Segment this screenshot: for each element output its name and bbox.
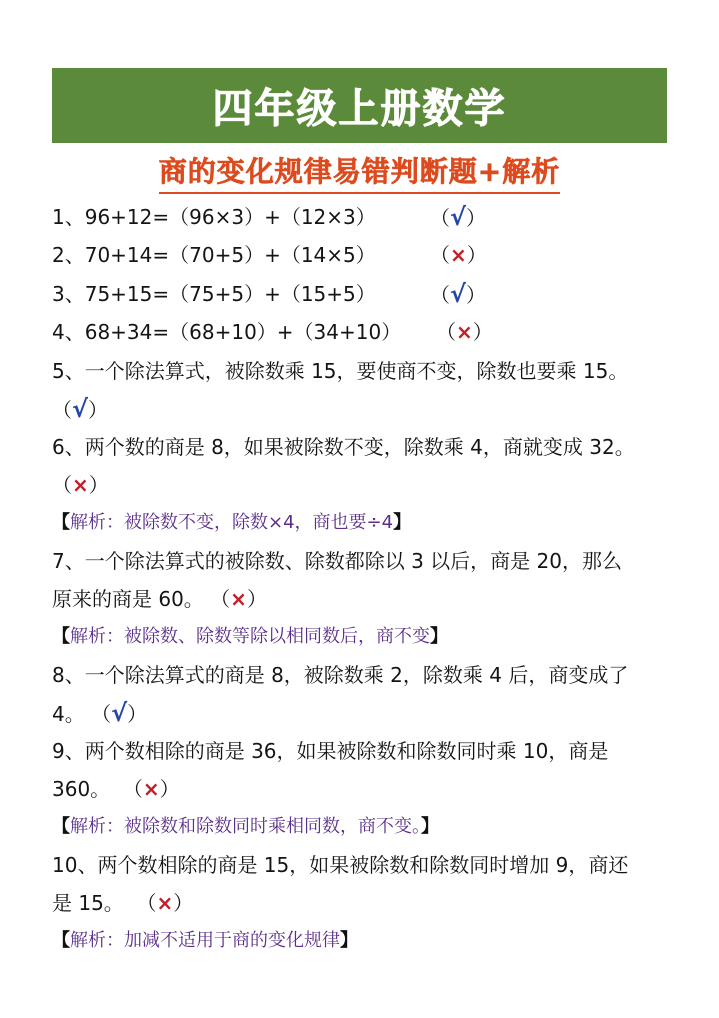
question-10-line2 [52,890,193,916]
answer-mark-2 [430,242,487,268]
question-1 [52,204,376,230]
question-text: 9、两个数相除的商是 36，如果被除数和除数同时乘 10，商是 [52,739,609,763]
answer-mark-6 [52,472,109,498]
question-2 [52,242,376,268]
analysis-text: 解析：被除数、除数等除以相同数后，商不变 [70,626,430,647]
question-text: 5、一个除法算式，被除数乘 15，要使商不变，除数也要乘 15。 [52,359,629,383]
question-7-line2 [52,586,267,612]
cross-mark-icon: × [230,587,247,611]
question-text: 8、一个除法算式的商是 8，被除数乘 2，除数乘 4 后，商变成了 [52,663,629,687]
cross-mark-icon: × [156,891,174,915]
question-6 [52,434,635,460]
answer-mark-5 [52,396,108,423]
paren-close: ） [466,283,487,307]
question-3 [52,281,376,307]
question-text: 原来的商是 60。 [52,587,204,611]
question-text: 4。 [52,702,85,726]
cross-mark-icon: × [72,473,89,497]
paren-open: （ [210,587,231,611]
bracket-close: 】 [430,626,448,647]
paren-close: ） [472,320,493,344]
paren-close: ） [466,206,487,230]
page-subtitle: 商的变化规律易错判断题+解析 [159,150,560,194]
bracket-open: 【 [52,626,70,647]
analysis-text: 解析：加减不适用于商的变化规律 [70,930,340,951]
check-mark-icon: √ [450,280,467,308]
question-5 [52,358,628,384]
title-banner [52,68,667,143]
paren-close: ） [246,587,267,611]
answer-mark-3 [430,281,486,308]
paren-close: ） [127,702,148,726]
paren-close: ） [159,777,180,801]
check-mark-icon: √ [72,395,89,423]
paren-open: （ [52,473,72,497]
paren-open: （ [122,777,143,801]
question-text: 10、两个数相除的商是 15，如果被除数和除数同时增加 9，商还 [52,853,629,877]
paren-open: （ [430,206,450,230]
question-10 [52,852,628,878]
question-text: 1、96+12=（96×3）+（12×3） [52,205,376,229]
analysis-text: 解析：被除数和除数同时乘相同数，商不变。 [70,816,421,837]
bracket-open: 【 [52,512,70,533]
bracket-open: 【 [52,816,70,837]
question-9-line2 [52,776,180,802]
paren-open: （ [136,891,157,915]
question-9 [52,738,608,764]
analysis-9 [52,814,439,840]
paren-open: （ [52,398,72,422]
cross-mark-icon: × [456,320,473,344]
paren-close: ） [88,473,109,497]
cross-mark-icon: × [142,777,160,801]
bracket-close: 】 [340,930,358,951]
paren-close: ） [466,243,487,267]
analysis-text: 解析：被除数不变，除数×4，商也要÷4 [70,512,394,533]
bracket-close: 】 [393,512,412,533]
cross-mark-icon: × [450,243,467,267]
check-mark-icon: √ [450,203,467,231]
question-7 [52,548,622,574]
paren-open: （ [430,283,450,307]
question-text: 6、两个数的商是 8，如果被除数不变，除数乘 4，商就变成 32。 [52,435,635,459]
bracket-open: 【 [52,930,70,951]
analysis-7 [52,624,448,650]
question-4 [52,319,401,345]
question-text: 3、75+15=（75+5）+（15+5） [52,282,376,306]
question-text: 4、68+34=（68+10）+（34+10） [52,320,402,344]
question-text: 360。 [52,777,111,801]
paren-close: ） [88,398,109,422]
question-8 [52,662,628,688]
question-text: 2、70+14=（70+5）+（14×5） [52,243,376,267]
page-title: 四年级上册数学 [212,86,507,132]
question-text: 是 15。 [52,891,124,915]
question-8-line2 [52,700,147,727]
paren-open: （ [430,243,450,267]
analysis-10 [52,928,358,954]
paren-open: （ [436,320,456,344]
subtitle-row [0,150,719,194]
analysis-6 [52,510,411,536]
answer-mark-1 [430,204,486,231]
check-mark-icon: √ [111,699,128,727]
paren-close: ） [173,891,194,915]
answer-mark-4 [436,319,493,345]
paren-open: （ [91,702,112,726]
bracket-close: 】 [421,816,439,837]
question-text: 7、一个除法算式的被除数、除数都除以 3 以后，商是 20，那么 [52,549,622,573]
